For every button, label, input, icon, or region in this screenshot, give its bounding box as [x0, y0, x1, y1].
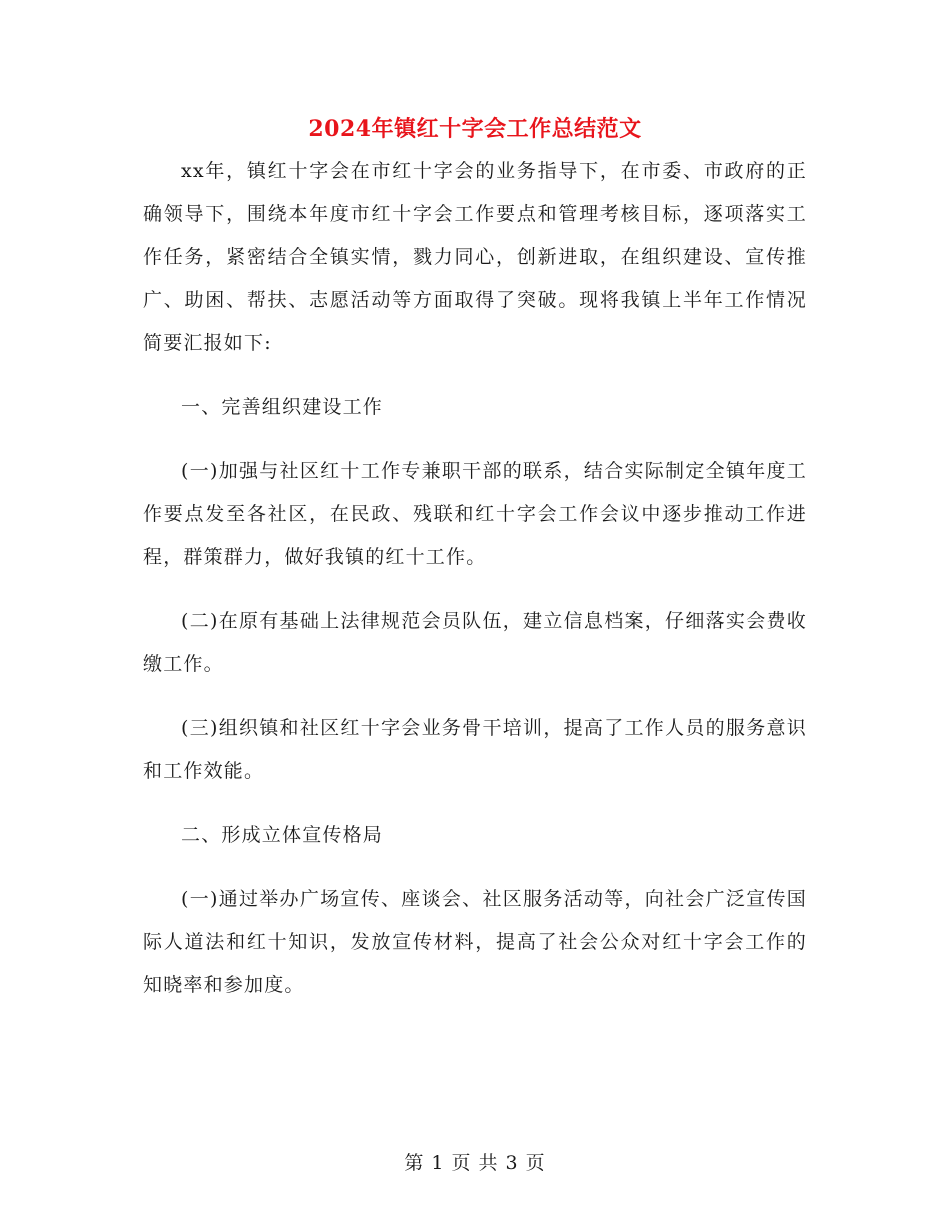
paragraph-2-1: (一)通过举办广场宣传、座谈会、社区服务活动等，向社会广泛宣传国际人道法和红十知识，发放宣传材料，提高了社会公众对红十字会工作的知晓率和参加度。: [143, 888, 807, 996]
document-title: 2024年镇红十字会工作总结范文: [308, 116, 642, 142]
page-number-footer: 第 1 页 共 3 页: [404, 1152, 546, 1174]
paragraph-1-1: (一)加强与社区红十工作专兼职干部的联系，结合实际制定全镇年度工作要点发至各社区，在民政、残联和红十字会工作会议中逐步推动工作进程，群策群力，做好我镇的红十工作。: [143, 460, 807, 568]
section-heading-2: 二、形成立体宣传格局: [181, 824, 384, 846]
intro-paragraph: xx年，镇红十字会在市红十字会的业务指导下，在市委、市政府的正确领导下，围绕本年度市红十字会工作要点和管理考核目标，逐项落实工作任务，紧密结合全镇实情，戮力同心，创新进取，在组织建设、宣传推广、助困、帮扶、志愿活动等方面取得了突破。现将我镇上半年工作情况简要汇报如下:: [143, 160, 807, 354]
section-heading-1: 一、完善组织建设工作: [181, 396, 384, 418]
paragraph-1-3: (三)组织镇和社区红十字会业务骨干培训，提高了工作人员的服务意识和工作效能。: [143, 717, 807, 782]
document-body: [143, 150, 807, 1007]
paragraph-1-2: (二)在原有基础上法律规范会员队伍，建立信息档案，仔细落实会费收缴工作。: [143, 610, 807, 675]
